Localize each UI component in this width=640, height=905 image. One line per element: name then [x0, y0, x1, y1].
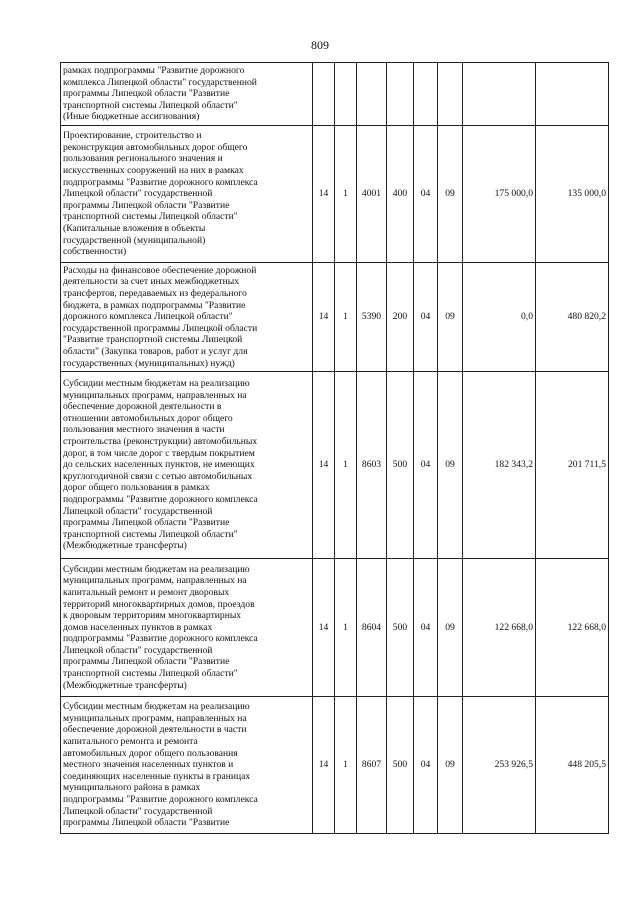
code-cell [414, 63, 438, 126]
table-row [61, 263, 609, 372]
code-cell: 14 [313, 372, 335, 559]
code-cell [387, 63, 414, 126]
code-cell: 1 [335, 263, 357, 372]
amount-cell: 480 820,2 [536, 263, 609, 372]
row-description: Расходы на финансовое обеспечение дорожной деятельности за счет иных межбюджетных трансфертов, передаваемых из федерального бюджета, в рамках подпрограммы "Развитие дорожного комплекса Липецкой области" государственной программы Липецкой области "Развитие транспортной системы Липецкой области" (Закупка товаров, работ и услуг для государственных (муниципальных) нужд) [61, 263, 313, 372]
code-cell: 14 [313, 263, 335, 372]
code-cell: 09 [438, 697, 463, 834]
table-row [61, 63, 609, 126]
code-cell: 09 [438, 372, 463, 559]
code-cell: 04 [414, 372, 438, 559]
code-cell: 1 [335, 126, 357, 263]
code-cell: 09 [438, 559, 463, 697]
code-cell: 5390 [357, 263, 387, 372]
code-cell [438, 63, 463, 126]
code-cell: 04 [414, 697, 438, 834]
amount-cell: 122 668,0 [536, 559, 609, 697]
code-cell: 1 [335, 697, 357, 834]
code-cell: 14 [313, 559, 335, 697]
code-cell: 09 [438, 263, 463, 372]
code-cell: 14 [313, 697, 335, 834]
code-cell: 500 [387, 559, 414, 697]
row-description: рамках подпрограммы "Развитие дорожного комплекса Липецкой области" государственной программы Липецкой области "Развитие транспортной системы Липецкой области" (Иные бюджетные ассигнования) [61, 63, 313, 126]
code-cell: 8603 [357, 372, 387, 559]
code-cell: 8607 [357, 697, 387, 834]
code-cell: 09 [438, 126, 463, 263]
code-cell [357, 63, 387, 126]
amount-cell: 448 205,5 [536, 697, 609, 834]
code-cell: 200 [387, 263, 414, 372]
row-description: Субсидии местным бюджетам на реализацию муниципальных программ, направленных на обеспечение дорожной деятельности в отношении автомобильных дорог общего пользования местного значения в части строительства (реконструкции) автомобильных дорог, в том числе дорог с твердым покрытием до сельских населенных пунктов, не имеющих круглогодичной связи с сетью автомобильных дорог общего пользования в рамках подпрограммы "Развитие дорожного комплекса Липецкой области" государственной программы Липецкой области "Развитие транспортной системы Липецкой области" (Межбюджетные трансферты) [61, 372, 313, 559]
code-cell: 1 [335, 372, 357, 559]
amount-cell: 201 711,5 [536, 372, 609, 559]
code-cell: 500 [387, 697, 414, 834]
row-description: Субсидии местным бюджетам на реализацию муниципальных программ, направленных на капитальный ремонт и ремонт дворовых территорий многоквартирных домов, проездов к дворовым территориям многоквартирных домов населенных пунктов в рамках подпрограммы "Развитие дорожного комплекса Липецкой области" государственной программы Липецкой области "Развитие транспортной системы Липецкой области" (Межбюджетные трансферты) [61, 559, 313, 697]
row-description: Субсидии местным бюджетам на реализацию муниципальных программ, направленных на обеспечение дорожной деятельности в части капитального ремонта и ремонта автомобильных дорог общего пользования местного значения населенных пунктов и соединяющих населенные пункты в границах муниципального района в рамках подпрограммы "Развитие дорожного комплекса Липецкой области" государственной программы Липецкой области "Развитие [61, 697, 313, 834]
amount-cell [536, 63, 609, 126]
table-row [61, 559, 609, 697]
code-cell [335, 63, 357, 126]
row-description: Проектирование, строительство и реконструкция автомобильных дорог общего пользования регионального значения и искусственных сооружений на них в рамках подпрограммы "Развитие дорожного комплекса Липецкой области" государственной программы Липецкой области "Развитие транспортной системы Липецкой области" (Капитальные вложения в объекты государственной (муниципальной) собственности) [61, 126, 313, 263]
table-row [61, 372, 609, 559]
amount-cell: 135 000,0 [536, 126, 609, 263]
table-row [61, 126, 609, 263]
amount-cell [463, 63, 536, 126]
code-cell: 14 [313, 126, 335, 263]
code-cell: 4001 [357, 126, 387, 263]
amount-cell: 175 000,0 [463, 126, 536, 263]
amount-cell: 0,0 [463, 263, 536, 372]
amount-cell: 182 343,2 [463, 372, 536, 559]
code-cell: 400 [387, 126, 414, 263]
code-cell [313, 63, 335, 126]
amount-cell: 122 668,0 [463, 559, 536, 697]
code-cell: 1 [335, 559, 357, 697]
page-number: 809 [311, 38, 329, 52]
code-cell: 04 [414, 126, 438, 263]
code-cell: 8604 [357, 559, 387, 697]
code-cell: 04 [414, 559, 438, 697]
code-cell: 04 [414, 263, 438, 372]
amount-cell: 253 926,5 [463, 697, 536, 834]
budget-table [60, 62, 609, 834]
code-cell: 500 [387, 372, 414, 559]
table-row [61, 697, 609, 834]
